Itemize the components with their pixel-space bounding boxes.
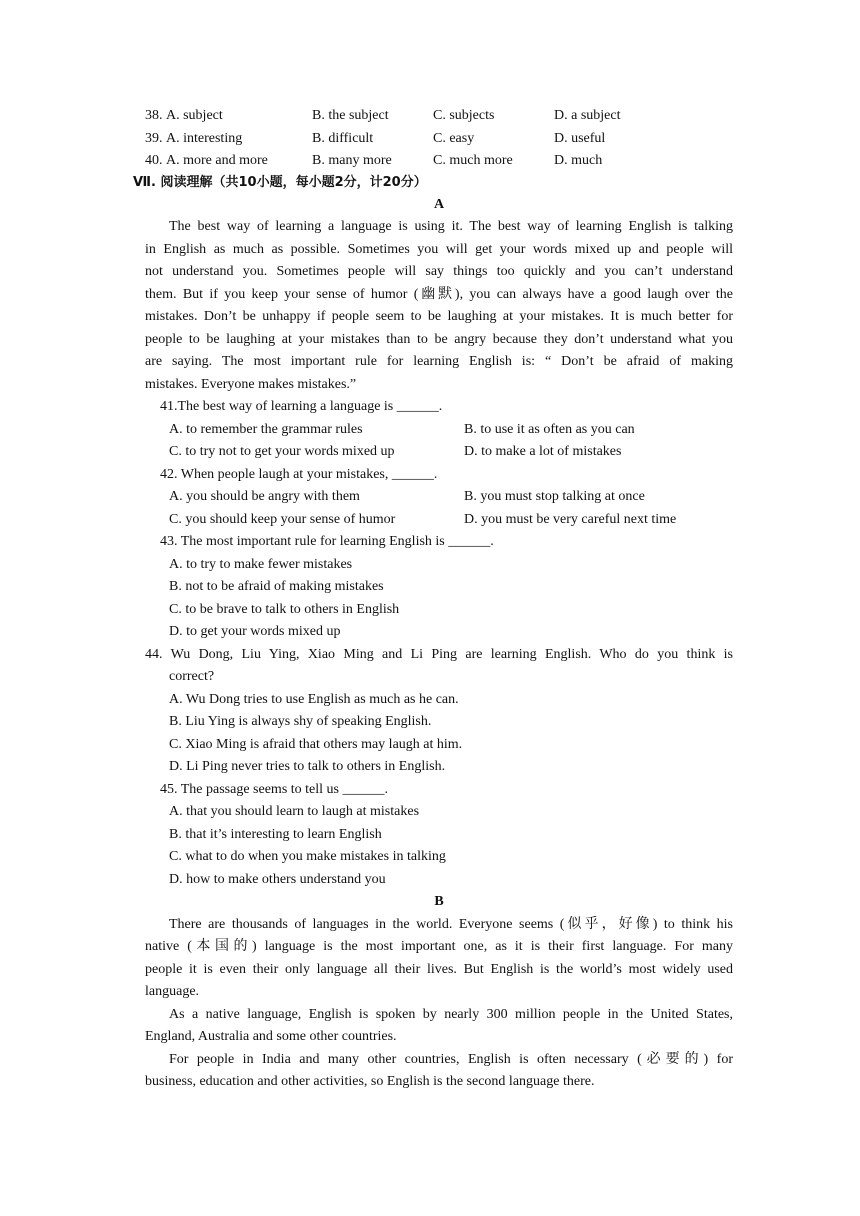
option-b: B. the subject — [312, 108, 389, 123]
passage-b-line: business, education and other activities, so English is the second language there. — [145, 1074, 595, 1089]
question-42-options-row — [169, 486, 757, 509]
option-d: D. how to make others understand you — [169, 871, 386, 887]
passage-a-line: mistakes. Everyone makes mistakes.” — [145, 376, 357, 392]
passage-a-line: people to be laughing at your mistakes than to be angry because they don’t understand what you — [145, 331, 733, 347]
option-c: C. Xiao Ming is afraid that others may laugh at him. — [169, 736, 463, 752]
vocab-item-39 — [145, 128, 733, 151]
passage-b-line: language. — [145, 984, 200, 999]
option-a: A. that you should learn to laugh at mistakes — [169, 804, 420, 819]
option-b: B. difficult — [312, 130, 374, 146]
option-c: C. subjects — [433, 108, 495, 123]
passage-a-line: not understand you. Sometimes people will say things too quickly and you can’t understand — [145, 264, 733, 279]
option-a: 39. A. interesting — [145, 130, 243, 146]
question-44-stem-cont: correct? — [169, 669, 215, 684]
passage-a-line: them. But if you keep your sense of humor (幽默), you can always have a good laugh over the — [145, 286, 733, 302]
option-b: B. to use it as often as you can — [464, 421, 635, 437]
option-c: C. what to do when you make mistakes in talking — [169, 849, 446, 864]
passage-a-line: mistakes. Don’t be unhappy if people seem to be laughing at your mistakes. It is much better for — [145, 309, 733, 324]
question-41-options-row — [169, 441, 757, 464]
option-d: D. much — [554, 153, 603, 168]
option-d: D. you must be very careful next time — [464, 511, 677, 527]
option-d: D. Li Ping never tries to talk to others in English. — [169, 759, 446, 774]
section-title: Ⅶ. 阅读理解（共10小题，每小题2分，计20分） — [133, 175, 427, 190]
option-d: D. to make a lot of mistakes — [464, 444, 622, 459]
option-a: 38. A. subject — [145, 108, 223, 123]
passage-b-line: native (本国的) language is the most important one, as it is their first language. For many — [145, 939, 733, 954]
option-a: A. to try to make fewer mistakes — [169, 556, 353, 572]
passage-b-label: B — [434, 894, 444, 909]
passage-a-line: in English as much as possible. Sometimes you will get your words mixed up and people will — [145, 241, 733, 257]
question-41-options-row — [169, 419, 757, 442]
option-c: C. much more — [433, 153, 513, 168]
option-c: C. to be brave to talk to others in English — [169, 601, 400, 617]
option-a: A. you should be angry with them — [169, 489, 360, 504]
option-a: A. Wu Dong tries to use English as much as he can. — [169, 691, 459, 707]
passage-a-line: The best way of learning a language is using it. The best way of learning English is talking — [169, 219, 733, 234]
option-c: C. to try not to get your words mixed up — [169, 444, 395, 459]
option-a: A. to remember the grammar rules — [169, 421, 363, 437]
option-b: B. not to be afraid of making mistakes — [169, 579, 384, 594]
question-41-stem: 41.The best way of learning a language is ______. — [160, 399, 443, 414]
passage-b-line: people it is even their only language all their lives. But English is the world’s most widely used — [145, 961, 733, 977]
option-b: B. you must stop talking at once — [464, 489, 645, 504]
passage-b-line: There are thousands of languages in the world. Everyone seems (似乎，好像) to think his — [169, 916, 733, 932]
option-b: B. many more — [312, 153, 392, 168]
option-d: D. a subject — [554, 108, 621, 123]
question-44-stem: 44. Wu Dong, Liu Ying, Xiao Ming and Li Ping are learning English. Who do you think is — [145, 646, 733, 662]
passage-b-line: As a native language, English is spoken by nearly 300 million people in the United States, — [169, 1006, 733, 1022]
passage-b-line: For people in India and many other countries, English is often necessary (必要的) for — [169, 1051, 733, 1067]
question-42-options-row — [169, 509, 757, 532]
option-c: C. you should keep your sense of humor — [169, 511, 396, 527]
option-d: D. useful — [554, 130, 606, 146]
question-45-stem: 45. The passage seems to tell us ______. — [160, 781, 388, 797]
passage-b-line: England, Australia and some other countries. — [145, 1029, 397, 1044]
question-42-stem: 42. When people laugh at your mistakes, ______. — [160, 466, 438, 482]
option-c: C. easy — [433, 130, 475, 146]
passage-a-label: A — [433, 197, 445, 212]
option-d: D. to get your words mixed up — [169, 624, 341, 639]
option-a: 40. A. more and more — [145, 153, 268, 168]
option-b: B. that it’s interesting to learn English — [169, 826, 382, 842]
vocab-item-40 — [145, 150, 733, 173]
option-b: B. Liu Ying is always shy of speaking English. — [169, 714, 432, 729]
passage-a-line: are saying. The most important rule for learning English is: “ Don’t be afraid of making — [145, 354, 733, 369]
question-43-stem: 43. The most important rule for learning English is ______. — [160, 534, 494, 549]
vocab-item-38 — [145, 105, 733, 128]
